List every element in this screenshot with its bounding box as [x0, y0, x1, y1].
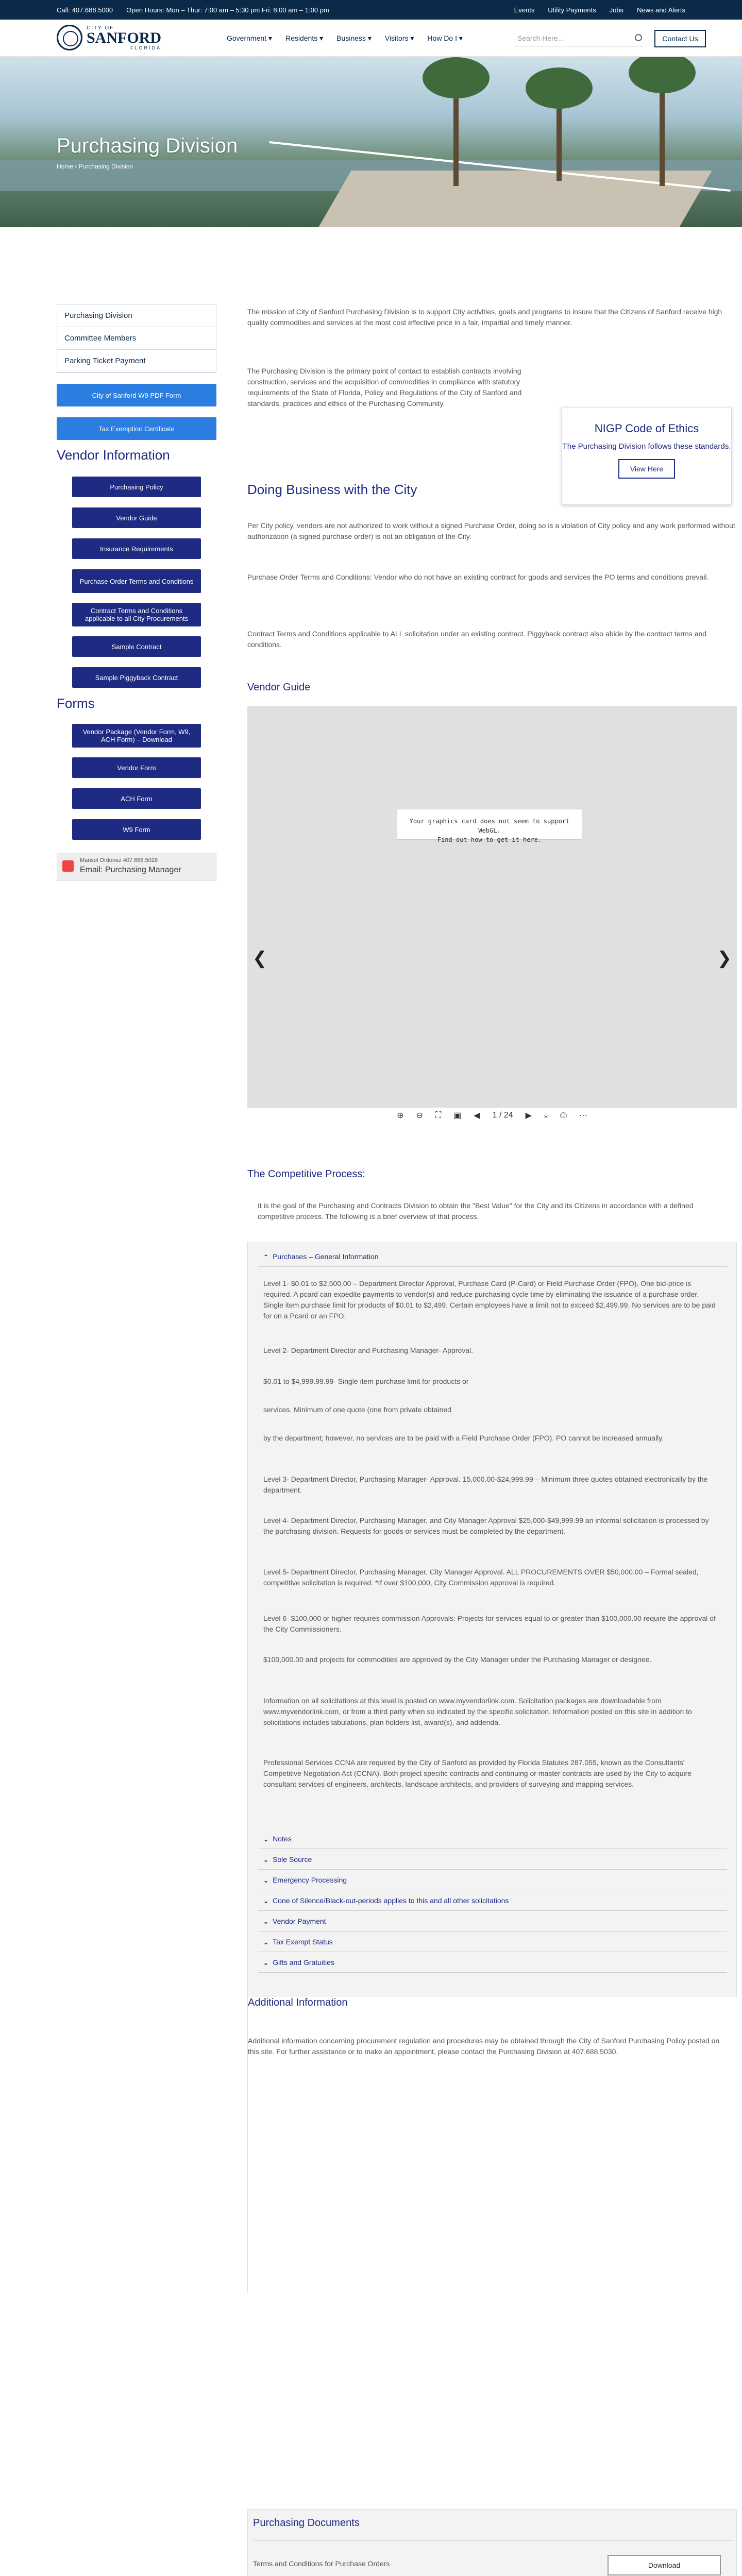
- nigp-card: [562, 407, 732, 505]
- nav-residents[interactable]: Residents ▾: [285, 34, 324, 42]
- top-link-utility[interactable]: Utility Payments: [548, 6, 596, 14]
- top-link-jobs[interactable]: Jobs: [609, 6, 624, 14]
- accordion-notes[interactable]: [258, 1829, 727, 1849]
- accordion: [247, 1242, 737, 2293]
- vendor-guide-button[interactable]: Vendor Guide: [72, 507, 201, 528]
- doing-business-p3: Contract Terms and Conditions applicable to ALL solicitation under an existing contract. Piggyback contract also abide by the contract terms and conditions.: [247, 630, 707, 649]
- tax-exemption-button[interactable]: Tax Exemption Certificate: [57, 417, 216, 440]
- accordion-sole-source[interactable]: [258, 1850, 727, 1870]
- logo-state-text: FLORIDA: [130, 45, 162, 50]
- hero-palm-crown: [526, 67, 593, 109]
- accordion-title: Sole Source: [273, 1855, 312, 1863]
- viewer-toolbar: [247, 1108, 737, 1123]
- phone-link[interactable]: Call: 407.688.5000: [57, 6, 113, 14]
- sidebar-nav: [57, 304, 216, 373]
- accordion-open-title: Purchases – General Information: [273, 1252, 379, 1261]
- accordion-title: Vendor Payment: [273, 1917, 326, 1925]
- nigp-view-button[interactable]: View Here: [618, 459, 675, 479]
- hours-text: Open Hours: Mon – Thur: 7:00 am – 5:30 pm Fri: 8:00 am – 1:00 pm: [126, 6, 329, 14]
- site-header: [0, 20, 742, 57]
- insurance-button[interactable]: Insurance Requirements: [72, 538, 201, 559]
- city-logo[interactable]: [57, 25, 161, 50]
- level-2-notes: by the department; however, no services are to be paid with a Field Purchase Order (FPO). PO cannot be increased annually.: [263, 1434, 664, 1442]
- level-2-limit: $0.01 to $4,999.99.99- Single item purchase limit for products or: [263, 1377, 469, 1385]
- webgl-message: [397, 809, 582, 843]
- vendor-guide-heading: Vendor Guide: [247, 682, 311, 693]
- competitive-intro: It is the goal of the Purchasing and Contracts Division to obtain the "Best Value" for the City and its Citizens in accordance with a defined competitive process. The following is a brief overview of that process.: [258, 1201, 694, 1221]
- accordion-gifts[interactable]: [258, 1953, 727, 1973]
- accordion-emergency[interactable]: [258, 1871, 727, 1890]
- level-2-services: services. Minimum of one quote (one from private obtained: [263, 1405, 451, 1414]
- accordion-cone-of-silence[interactable]: [258, 1891, 727, 1911]
- doing-business-p1: Per City policy, vendors are not authorized to work without a signed Purchase Order, doing so is a violation of City policy and any work performed without authorization (a signed purchase order) is not an obligation of the City.: [247, 521, 735, 540]
- accordion-vendor-payment[interactable]: [258, 1912, 727, 1931]
- top-utility-bar: [0, 0, 742, 20]
- page-indicator[interactable]: 1 / 24: [492, 1111, 513, 1120]
- hero-banner: [0, 57, 742, 227]
- accordion-title: Gifts and Gratuities: [273, 1958, 334, 1967]
- logo-name-text: SANFORD: [87, 29, 162, 46]
- chevron-up-icon: ⌃: [263, 1253, 269, 1261]
- logo-city-text: CITY OF: [87, 25, 114, 31]
- doing-business-p2: Purchase Order Terms and Conditions: Vendor who do not have an existing contract for goods and services the PO terms and conditions prevail.: [247, 573, 709, 581]
- chevron-down-icon: ⌄: [263, 1959, 269, 1967]
- mail-icon: [62, 860, 74, 872]
- division-text: The Purchasing Division is the primary point of contact to establish contracts involving construction, services and the acquisition of commodities in compliance with statutory requirements of the State of Florida, Policy and Regulations of the City of Sanford and standards, practices and ethics of the Purchasing Community.: [247, 367, 522, 408]
- contract-terms-button[interactable]: Contract Terms and Conditions applicable to all City Procurements: [72, 603, 201, 626]
- next-page-icon[interactable]: ❯: [717, 948, 732, 968]
- level-2-text: Level 2- Department Director and Purchasing Manager- Approval.: [263, 1346, 473, 1354]
- accordion-title: Emergency Processing: [273, 1876, 347, 1884]
- chevron-down-icon: ⌄: [263, 1939, 269, 1946]
- sidebar-item-parking[interactable]: Parking Ticket Payment: [57, 350, 216, 372]
- mission-text: The mission of City of Sanford Purchasing Division is to support City activities, goals and programs to insure that the Citizens of Sanford receive high quality commodities and services at the most cost effective price in a fair, impartial and timely manner.: [247, 308, 722, 327]
- nigp-title: NIGP Code of Ethics: [594, 422, 699, 435]
- additional-info-heading: Additional Information: [248, 1997, 737, 2293]
- pdf-viewer[interactable]: [247, 706, 737, 1108]
- level-1-text: Level 1- $0.01 to $2,500.00 – Department Director Approval, Purchase Card (P-Card) or Field Purchase Order (FPO). One bid-price is required. A pcard can expedite payments to vendor(s) and reduce purchasing cycle time by eliminating the issuance of a purchase order. Single item purchase limit for products of $0.01 to $2,499. Certain employees have a limit not to exceed $2,499.99. No services are to be paid for on a Pcard or an FPO.: [263, 1279, 716, 1320]
- hero-palm-crown: [423, 57, 490, 98]
- ccna-text: Professional Services CCNA are required by the City of Sanford as provided by Florida Statutes 287.055, known as the Consultants' Competitive Negotiation Act (CCNA). Both project specific contracts and continuing or master contracts are used by the City to acquire consultant services of engineers, architects, landscape architects, and providers of surveying and mapping services.: [263, 1758, 692, 1788]
- additional-info-text: Additional information concerning procurement regulation and procedures may be obtained through the City of Sanford Purchasing Policy posted on this site. For further assistance or to make an appointment, please contact the Purchasing Division at 407.688.5030.: [248, 2037, 720, 2056]
- fullscreen-icon[interactable]: ⛶: [435, 1111, 442, 1120]
- contact-phone: Marisol Ordonez 407.688.5028: [80, 857, 158, 863]
- accordion-title: Notes: [273, 1835, 292, 1843]
- prev-page-icon[interactable]: ❮: [252, 948, 267, 968]
- level-5-text: Level 5- Department Director, Purchasing Manager, City Manager Approval. ALL PROCUREMENTS OVER $50,000.00 – Formal sealed, competitive solicitation is required. *If over $100,000, City Commission approval is required.: [263, 1568, 699, 1587]
- chevron-down-icon: ⌄: [263, 1836, 269, 1843]
- level-4-text: Level 4- Department Director, Purchasing Manager, and City Manager Approval $25,000-$49,999.99 an informal solicitation is processed by the purchasing division. Requests for goods or services must be completed by the department.: [263, 1516, 709, 1535]
- prev-icon[interactable]: ◀: [474, 1111, 480, 1120]
- purchasing-documents-panel: [247, 2509, 737, 2576]
- accordion-open-header[interactable]: [258, 1247, 727, 1267]
- doc-row-1-label: Terms and Conditions for Purchase Orders: [253, 2560, 390, 2568]
- top-link-events[interactable]: Events: [514, 6, 535, 14]
- nigp-text: The Purchasing Division follows these standards.: [562, 442, 731, 451]
- download-icon[interactable]: ⤓: [544, 1111, 548, 1120]
- city-seal-icon: [57, 25, 82, 50]
- po-terms-button[interactable]: Purchase Order Terms and Conditions: [72, 569, 201, 593]
- download-button-1[interactable]: Download: [608, 2555, 721, 2575]
- zoom-in-icon[interactable]: ⊕: [397, 1111, 404, 1120]
- next-icon[interactable]: ▶: [525, 1111, 532, 1120]
- nav-visitors[interactable]: Visitors ▾: [384, 34, 414, 42]
- level-6-text: Level 6- $100,000 or higher requires commission Approvals: Projects for services equal to or greater than $100,000.00 require the approval of the City Commissioners.: [263, 1614, 716, 1633]
- competitive-heading: The Competitive Process:: [247, 1168, 365, 1180]
- piggyback-contract-button[interactable]: Sample Piggyback Contract: [72, 667, 201, 688]
- webgl-msg-2[interactable]: Find out how to get it here.: [437, 836, 542, 843]
- hero-palm-crown: [629, 57, 696, 93]
- purchasing-docs-heading: Purchasing Documents: [253, 2517, 360, 2529]
- w9-download-button[interactable]: W9 Form: [72, 819, 201, 840]
- contact-us-button[interactable]: Contact Us: [654, 30, 706, 47]
- vendor-form-button[interactable]: Vendor Form: [72, 757, 201, 778]
- contact-card: [57, 853, 216, 881]
- more-icon[interactable]: ⋯: [579, 1111, 587, 1120]
- thumbnails-icon[interactable]: ▣: [453, 1111, 462, 1120]
- chevron-down-icon: ⌄: [263, 1856, 269, 1863]
- print-icon[interactable]: ⎙: [560, 1111, 567, 1120]
- search-input[interactable]: [515, 31, 644, 46]
- main-nav: [227, 34, 463, 43]
- vendor-package-button[interactable]: Vendor Package (Vendor Form, W9, ACH Form) – Download: [72, 724, 201, 748]
- webgl-msg-1: Your graphics card does not seem to support WebGL.: [409, 818, 570, 834]
- top-link-news[interactable]: News and Alerts: [637, 6, 685, 14]
- vendor-info-heading: Vendor Information: [57, 447, 170, 463]
- breadcrumb[interactable]: Home › Purchasing Division: [57, 163, 133, 170]
- hero-boardwalk: [318, 171, 712, 227]
- chevron-down-icon: ⌄: [263, 1897, 269, 1905]
- w9-form-button[interactable]: City of Sanford W9 PDF Form: [57, 384, 216, 406]
- nav-business[interactable]: Business ▾: [336, 34, 372, 42]
- purchasing-policy-button[interactable]: Purchasing Policy: [72, 477, 201, 497]
- ach-form-button[interactable]: ACH Form: [72, 788, 201, 809]
- vendorlink-info-text: Information on all solicitations at this level is posted on www.myvendorlink.com. Solicitation packages are downloadable from www.myvendorlink.com, or from a third party when so indicated by the specific solicitation. Information posted on this site in addition to solicitations includes tabulations, plan holders list, award(s), and addenda.: [263, 1697, 692, 1726]
- accordion-title: Tax Exempt Status: [273, 1938, 333, 1946]
- accordion-title: Cone of Silence/Black-out-periods applies to this and all other solicitations: [273, 1896, 509, 1905]
- zoom-out-icon[interactable]: ⊖: [416, 1111, 423, 1120]
- page-title: Purchasing Division: [57, 134, 238, 157]
- nav-how-do-i[interactable]: How Do I ▾: [427, 34, 463, 42]
- nav-government[interactable]: Government ▾: [227, 34, 272, 42]
- accordion-tax-exempt[interactable]: [258, 1933, 727, 1952]
- sample-contract-button[interactable]: Sample Contract: [72, 636, 201, 657]
- chevron-down-icon: ⌄: [263, 1877, 269, 1884]
- chevron-down-icon: ⌄: [263, 1918, 269, 1925]
- sidebar-item-committee[interactable]: Committee Members: [57, 327, 216, 350]
- sidebar-item-purchasing[interactable]: Purchasing Division: [57, 304, 216, 327]
- search-placeholder: Search Here...: [517, 34, 564, 42]
- search-icon[interactable]: [635, 34, 642, 41]
- contact-email-link[interactable]: Email: Purchasing Manager: [80, 866, 181, 874]
- level-3-text: Level 3- Department Director, Purchasing Manager- Approval. 15,000.00-$24,999.99 – Minimum three quotes obtained electronically by the department.: [263, 1475, 708, 1494]
- forms-heading: Forms: [57, 696, 95, 711]
- commodities-text: $100,000.00 and projects for commodities are approved by the City Manager under the Purchasing Manager or designee.: [263, 1655, 652, 1664]
- divider: [253, 2540, 732, 2541]
- doing-business-heading: Doing Business with the City: [247, 482, 417, 497]
